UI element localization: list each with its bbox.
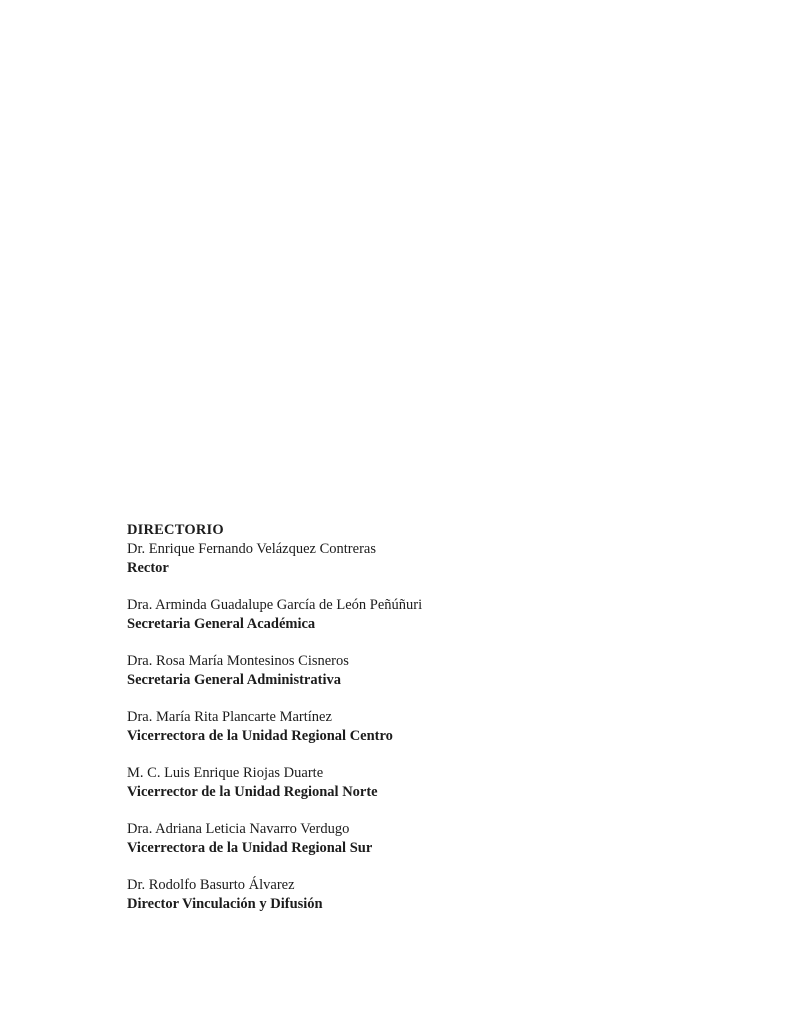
person-name: Dr. Rodolfo Basurto Álvarez xyxy=(127,877,295,893)
directory-entry-director-vinculacion xyxy=(127,876,727,914)
person-name: M. C. Luis Enrique Riojas Duarte xyxy=(127,765,324,781)
directory-entry-vicerrectora-sur xyxy=(127,820,727,858)
person-name: Dra. Rosa María Montesinos Cisneros xyxy=(127,653,349,669)
directory-entry-secretaria-administrativa xyxy=(127,652,727,690)
person-role: Rector xyxy=(127,560,169,576)
directory-entry-secretaria-academica xyxy=(127,596,727,634)
person-name: Dra. Adriana Leticia Navarro Verdugo xyxy=(127,821,350,837)
directory-entry-vicerrectora-centro xyxy=(127,708,727,746)
directory-entry-rector xyxy=(127,540,727,578)
person-name: Dra. María Rita Plancarte Martínez xyxy=(127,709,332,725)
person-name: Dr. Enrique Fernando Velázquez Contreras xyxy=(127,541,376,557)
person-role: Vicerrectora de la Unidad Regional Sur xyxy=(127,840,373,856)
directory-section xyxy=(127,521,727,914)
person-role: Secretaria General Administrativa xyxy=(127,672,341,688)
person-role: Secretaria General Académica xyxy=(127,616,316,632)
person-name: Dra. Arminda Guadalupe García de León Peñúñuri xyxy=(127,597,423,613)
person-role: Vicerrector de la Unidad Regional Norte xyxy=(127,784,378,800)
directory-heading: DIRECTORIO xyxy=(127,522,224,538)
directory-entry-vicerrector-norte xyxy=(127,764,727,802)
person-role: Director Vinculación y Difusión xyxy=(127,896,323,912)
person-role: Vicerrectora de la Unidad Regional Centro xyxy=(127,728,393,744)
